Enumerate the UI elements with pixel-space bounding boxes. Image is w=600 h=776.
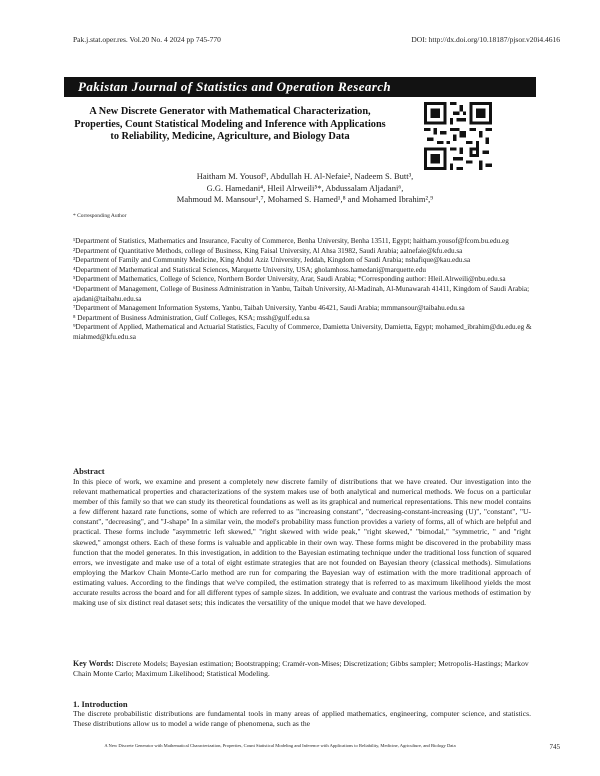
doi-link[interactable]: DOI: http://dx.doi.org/10.18187/pjsor.v20i4.4616 <box>411 35 560 44</box>
keywords-label: Key Words: <box>73 659 114 668</box>
affiliation-item: ⁴Department of Mathematical and Statistical Sciences, Marquette University, USA; gholamhoss.hamedani@marquette.edu <box>73 265 426 274</box>
journal-name: Pakistan Journal of Statistics and Operation Research <box>78 79 392 94</box>
qr-code-icon <box>424 102 492 170</box>
affiliation-item: ⁷Department of Management Information Systems, Yanbu, Taibah University, Yanbu 46421, Saudi Arabia; mmmansour@taibahu.edu.sa <box>73 304 465 313</box>
introduction-heading: 1. Introduction <box>73 699 128 709</box>
author-line: Haitham M. Yousof¹, Abdullah H. Al-Nefaie², Nadeem S. Butt³, <box>196 171 414 181</box>
abstract-text: In this piece of work, we examine and present a completely new discrete family of distributions that we have created. Our investigation into the relevant mathematical properties and characterizations of the system makes use of both analytical and numerical methods. We focus on a particular member of this family so that we can study its theoretical foundations as well as its graphical and numerical representations. This new model contains a few different hazard rate functions, some of which are referred to as "increasing constant", "decreasing-constant-increasing (U)", "constant", "U-constant", "decreasing", and "J-shape" In a similar vein, the model's probability mass function provides a variety of forms, all of which are helpful and practical. These forms include "asymmetric left skewed," "right skewed with wide peak," "right skewed," "bimodal," "symmetric, " and "right skewed," amongst others. Each of these forms is valuable and applicable in their own way. These forms might be discovered in the probability mass function that the model generates. In this investigation, in addition to the Bayesian estimating technique under the traditional loss function of squared errors, we investigate and make use of a total of eight estimate strategies that are not founded on Bayesian theory (classical methods). Simulations employing the Markov Chain Monte-Carlo method are run for comparing the Bayesian way of estimation with the more traditional approach of estimating values. According to the findings that we've compiled, the estimation strategy that is referred to as maximum likelihood yields the most accurate results across the board and for all different types of sample sizes. In addition, we evaluate and contrast the various methods of estimation by making use of six distinct real dataset sets; this indicates the versatility of the unique model that we have developed. <box>73 477 531 608</box>
affiliation-item: ²Department of Quantitative Methods, college of Business, King Faisal University, Al Ahsa 31982, Saudi Arabia; aalnefaie@kfu.edu.sa <box>73 246 463 255</box>
affiliations-list <box>73 237 533 343</box>
paper-title: A New Discrete Generator with Mathematical Characterization, Properties, Count Statistical Modeling and Inference with Applications to Reliability, Medicine, Agriculture, and Biology Data <box>74 106 386 143</box>
keywords-text: Discrete Models; Bayesian estimation; Bootstrapping; Cramér-von-Mises; Discretization; Gibbs sampler; Metropolis-Hastings; Markov Chain Monte Carlo; Maximum Likelihood; Statistical Modeling. <box>73 659 529 679</box>
affiliation-item: ⁶Department of Management, College of Business Administration in Yanbu, Taibah University, Al-Madinah, Al-Munawarah 41411, Kingdom of Saudi Arabia; ajadani@taibahu.edu.sa <box>73 284 530 303</box>
affiliation-item: ¹Department of Statistics, Mathematics and Insurance, Faculty of Commerce, Benha University, Benha 13511, Egypt; haitham.yousof@fcom.bu.edu.eg <box>73 237 509 245</box>
affiliation-item: ⁹Department of Applied, Mathematical and Actuarial Statistics, Faculty of Commerce, Damietta University, Damietta, Egypt; mohamed_ibrahim@du.edu.eg & miahmed@kfu.edu.sa <box>73 323 532 341</box>
affiliation-item: ⁵Department of Mathematics, College of Science, Northern Border University, Arar, Saudi Arabia; *Corresponding author: Hleil.Alrweili@nbu.edu.sa <box>73 275 506 284</box>
affiliation-item: ³Department of Family and Community Medicine, King Abdul Aziz University, Jeddah, Kingdom of Saudi Arabia; nshafique@kau.edu.sa <box>73 256 471 265</box>
author-line: Mahmoud M. Mansour¹,⁷, Mohamed S. Hamed¹,⁸ and Mohamed Ibrahim²,⁹ <box>176 194 434 204</box>
journal-reference: Pak.j.stat.oper.res. Vol.20 No. 4 2024 pp 745-770 <box>73 35 221 44</box>
page-number: 745 <box>549 743 560 751</box>
introduction-text: The discrete probabilistic distributions are fundamental tools in many areas of applied mathematics, engineering, computer science, and statistics. These distributions allow us to model a wide range of phenomena, such as the <box>73 709 531 729</box>
running-title-footer: A New Discrete Generator with Mathematical Characterization, Properties, Count Statistical Modeling and Inference with Applications to Reliability, Medicine, Agriculture, and Biology Data <box>104 743 456 748</box>
affiliation-item: ⁸ Department of Business Administration, Gulf Colleges, KSA; mssh@gulf.edu.sa <box>73 313 310 322</box>
corresponding-author-note: * Corresponding Author <box>73 213 127 219</box>
author-list <box>70 171 540 206</box>
keywords <box>73 659 531 679</box>
abstract-heading: Abstract <box>73 466 105 476</box>
author-line: G.G. Hamedani⁴, Hleil Alrweili⁵*, Abdussalam Aljadani⁶, <box>206 182 404 193</box>
journal-banner <box>64 77 536 97</box>
